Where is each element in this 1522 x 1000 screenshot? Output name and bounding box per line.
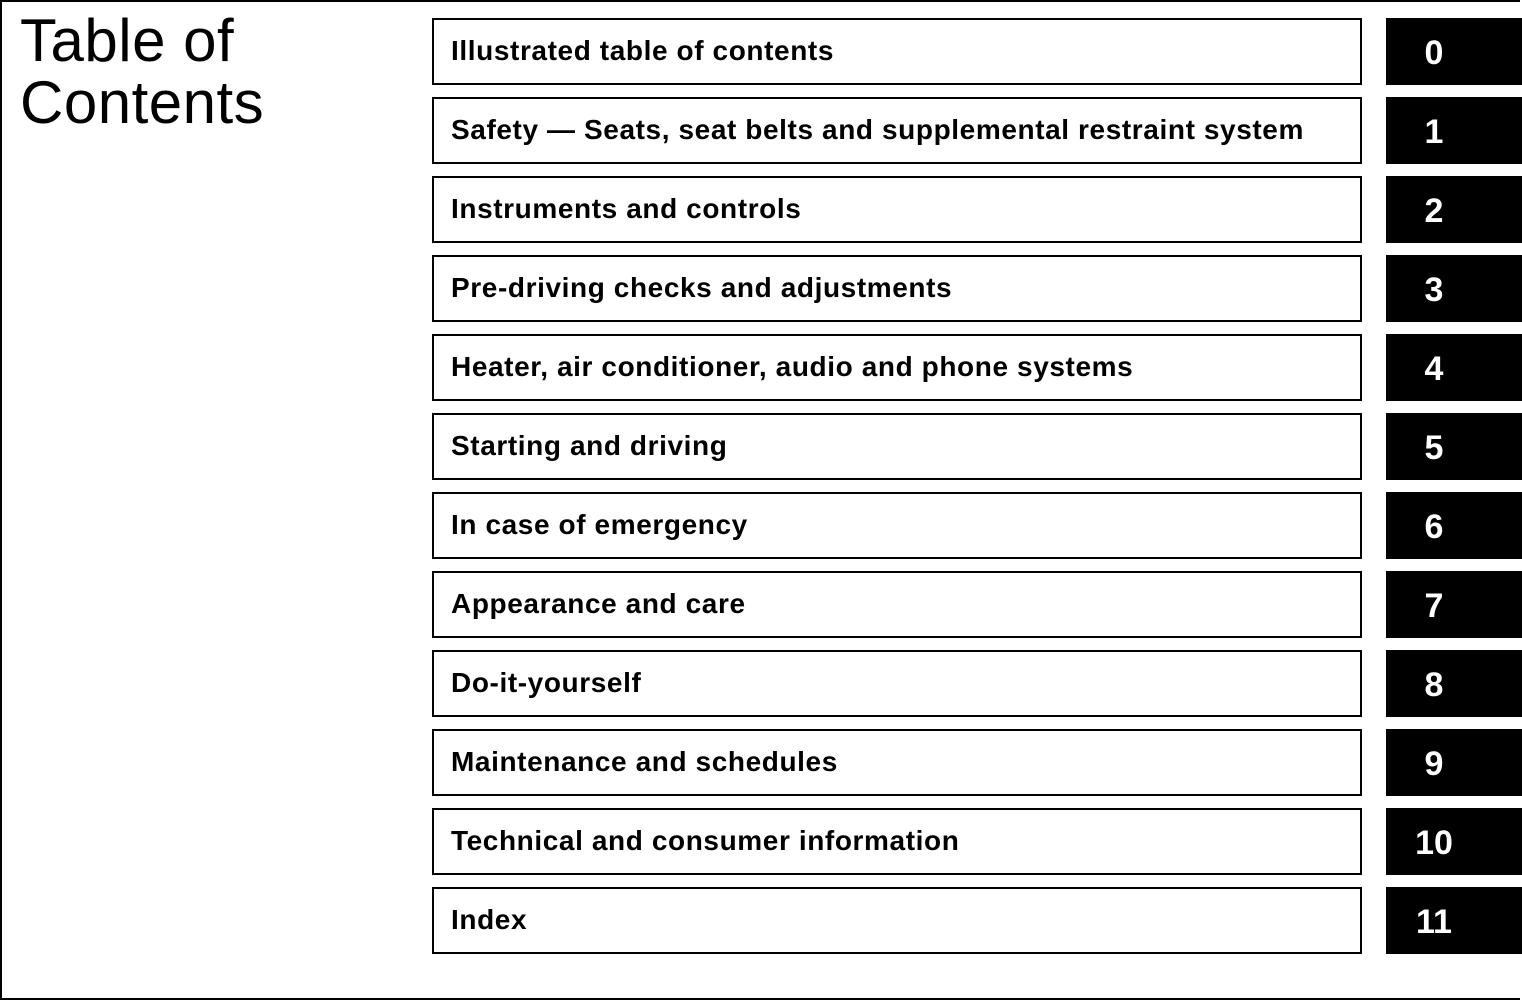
section-tab-6[interactable] — [1386, 492, 1522, 559]
toc-entry-in-case-of-emergency[interactable] — [432, 492, 1362, 559]
toc-row — [432, 492, 1522, 571]
toc-entry-label: Appearance and care — [451, 588, 746, 619]
toc-entry-pre-driving-checks[interactable] — [432, 255, 1362, 322]
toc-entry-label: Illustrated table of contents — [451, 35, 834, 66]
toc-row — [432, 97, 1522, 176]
section-tab-10[interactable] — [1386, 808, 1522, 875]
toc-entry-starting-and-driving[interactable] — [432, 413, 1362, 480]
section-tab-number: 0 — [1424, 34, 1444, 72]
section-tab-11[interactable] — [1386, 887, 1522, 954]
toc-row — [432, 18, 1522, 97]
section-tab-8[interactable] — [1386, 650, 1522, 717]
section-tab-number: 9 — [1424, 745, 1444, 783]
section-tab-number: 7 — [1424, 587, 1444, 625]
toc-entry-label: Index — [451, 904, 528, 935]
toc-entry-label: Technical and consumer information — [451, 825, 960, 856]
toc-entry-label: Do-it-yourself — [451, 667, 642, 698]
toc-row — [432, 176, 1522, 255]
toc-row — [432, 808, 1522, 887]
section-tab-number: 2 — [1424, 192, 1444, 230]
section-tab-1[interactable] — [1386, 97, 1522, 164]
toc-entry-heater-audio-phone[interactable] — [432, 334, 1362, 401]
section-tab-number: 8 — [1424, 666, 1444, 704]
toc-entry-label: Pre-driving checks and adjustments — [451, 272, 953, 303]
section-tab-number: 5 — [1424, 429, 1444, 467]
toc-entry-label: In case of emergency — [451, 509, 748, 540]
toc-entry-technical-and-consumer-information[interactable] — [432, 808, 1362, 875]
section-tab-number: 3 — [1424, 271, 1444, 309]
toc-entry-index[interactable] — [432, 887, 1362, 954]
section-tab-number: 6 — [1424, 508, 1444, 546]
toc-entry-safety[interactable] — [432, 97, 1362, 164]
section-tab-2[interactable] — [1386, 176, 1522, 243]
section-tab-number: 1 — [1424, 113, 1444, 151]
toc-row — [432, 571, 1522, 650]
section-tab-number: 10 — [1415, 824, 1453, 862]
toc-row — [432, 334, 1522, 413]
toc-entry-label: Maintenance and schedules — [451, 746, 838, 777]
toc-entry-label: Starting and driving — [451, 430, 728, 461]
toc-entry-label: Heater, air conditioner, audio and phone systems — [451, 351, 1134, 382]
section-tab-number: 4 — [1424, 350, 1444, 388]
toc-entry-instruments-and-controls[interactable] — [432, 176, 1362, 243]
toc-entry-label: Safety — Seats, seat belts and supplemental restraint system — [451, 114, 1304, 145]
section-tab-0[interactable] — [1386, 18, 1522, 85]
section-tab-9[interactable] — [1386, 729, 1522, 796]
section-tab-3[interactable] — [1386, 255, 1522, 322]
section-tab-5[interactable] — [1386, 413, 1522, 480]
toc-entry-do-it-yourself[interactable] — [432, 650, 1362, 717]
toc-row — [432, 729, 1522, 808]
toc-row — [432, 650, 1522, 729]
page-title — [20, 7, 340, 136]
section-tab-number: 11 — [1416, 903, 1452, 941]
toc-entry-label: Instruments and controls — [451, 193, 802, 224]
page-title-line-1: Table of — [20, 7, 235, 74]
section-tab-7[interactable] — [1386, 571, 1522, 638]
toc-entry-illustrated-table-of-contents[interactable] — [432, 18, 1362, 85]
toc-entry-appearance-and-care[interactable] — [432, 571, 1362, 638]
toc-row — [432, 255, 1522, 334]
toc-row — [432, 413, 1522, 492]
toc-entry-maintenance-and-schedules[interactable] — [432, 729, 1362, 796]
toc-row — [432, 887, 1522, 966]
page-title-line-2: Contents — [20, 69, 265, 136]
section-tab-4[interactable] — [1386, 334, 1522, 401]
toc-list — [432, 18, 1522, 966]
